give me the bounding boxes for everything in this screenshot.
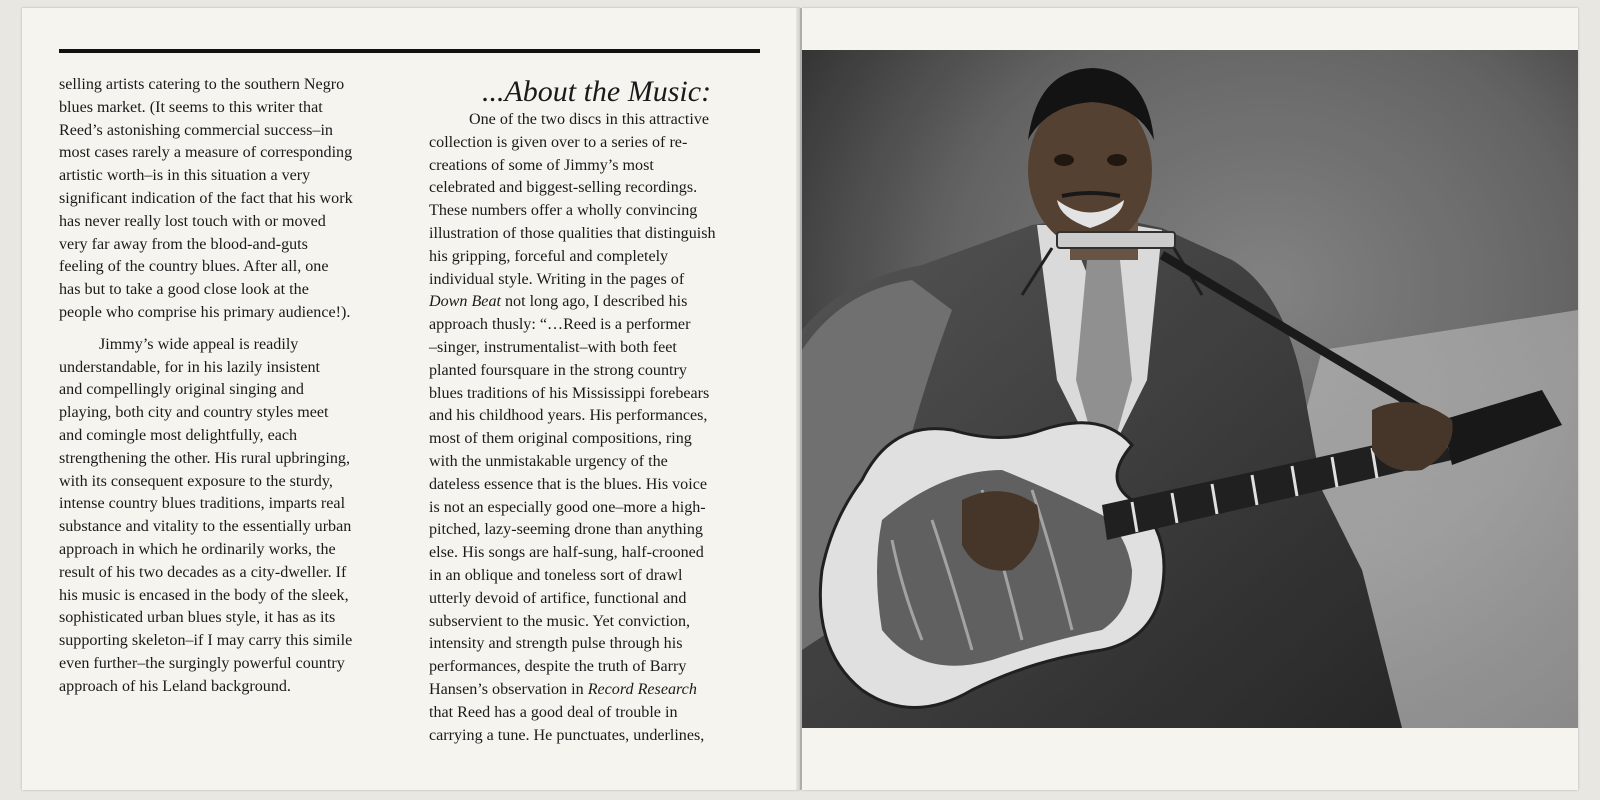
- text-column-1: [59, 74, 395, 699]
- section-heading: ...About the Music:: [481, 75, 712, 108]
- text-line: strengthening the other. His rural upbringing,: [59, 449, 350, 467]
- text-line: understandable, for in his lazily insistent: [59, 358, 321, 376]
- text-line: intensity and strength pulse through his: [429, 635, 683, 653]
- text-line: performances, despite the truth of Barry: [429, 658, 687, 676]
- text-line: that Reed has a good deal of trouble in: [429, 703, 678, 721]
- text-line: utterly devoid of artifice, functional and: [429, 589, 687, 607]
- text-line: most of them original compositions, ring: [429, 430, 692, 448]
- text-line: [429, 679, 764, 702]
- text-line: –singer, instrumentalist–with both feet: [429, 338, 677, 356]
- text-line: and comingle most delightfully, each: [59, 426, 298, 444]
- text-line: subservient to the music. Yet conviction,: [429, 612, 691, 630]
- text-fragment: Hansen’s observation in: [429, 680, 588, 698]
- text-line: creations of some of Jimmy’s most: [429, 156, 654, 174]
- text-line: else. His songs are half-sung, half-crooned: [429, 544, 704, 562]
- left-page: [22, 8, 800, 790]
- text-line: artistic worth–is in this situation a very: [59, 167, 311, 185]
- text-line: and compellingly original singing and: [59, 381, 304, 399]
- text-line: Jimmy’s wide appeal is readily: [99, 335, 299, 353]
- text-line: blues traditions of his Mississippi forebears: [429, 384, 710, 402]
- text-line: significant indication of the fact that his work: [59, 189, 353, 207]
- text-line: his music is encased in the body of the sleek,: [59, 586, 349, 604]
- text-line: celebrated and biggest-selling recordings.: [429, 179, 698, 197]
- text-line: sophisticated urban blues style, it has as its: [59, 609, 336, 627]
- text-line: in an oblique and toneless sort of drawl: [429, 566, 683, 584]
- text-line: individual style. Writing in the pages of: [429, 270, 685, 288]
- paragraph-1: [59, 74, 395, 325]
- guitarist-photo-icon: [802, 50, 1578, 728]
- text-line: is not an especially good one–more a high-: [429, 498, 706, 516]
- paragraph-2: [59, 334, 395, 699]
- text-line: approach in which he ordinarily works, the: [59, 540, 336, 558]
- text-line: selling artists catering to the southern Negro: [59, 76, 345, 93]
- text-line: very far away from the blood-and-guts: [59, 235, 308, 253]
- text-line: most cases rarely a measure of corresponding: [59, 144, 353, 162]
- text-line: supporting skeleton–if I may carry this simile: [59, 632, 353, 650]
- text-line: substance and vitality to the essentially urban: [59, 518, 352, 536]
- magazine-title: Down Beat: [429, 293, 501, 311]
- text-line: intense country blues traditions, imparts real: [59, 495, 346, 513]
- text-line: people who comprise his primary audience!).: [59, 303, 351, 321]
- right-page: [802, 8, 1578, 790]
- text-line: These numbers offer a wholly convincing: [429, 202, 698, 220]
- text-line: planted foursquare in the strong country: [429, 361, 687, 379]
- text-line: One of the two discs in this attractive: [469, 111, 710, 128]
- text-line: [429, 291, 764, 314]
- text-line: approach thusly: “…Reed is a performer: [429, 316, 691, 334]
- text-line: result of his two decades as a city-dweller. If: [59, 563, 347, 581]
- text-line: has but to take a good close look at the: [59, 281, 309, 299]
- text-line: with its consequent exposure to the sturdy,: [59, 472, 333, 490]
- text-line: Reed’s astonishing commercial success–in: [59, 121, 333, 139]
- text-line: his gripping, forceful and completely: [429, 247, 669, 265]
- text-line: feeling of the country blues. After all, one: [59, 258, 329, 276]
- text-line: illustration of those qualities that distinguish: [429, 224, 716, 242]
- text-line: dateless essence that is the blues. His voice: [429, 475, 707, 493]
- portrait-photo: [802, 50, 1578, 728]
- text-line: has never really lost touch with or moved: [59, 212, 326, 230]
- text-line: blues market. (It seems to this writer that: [59, 98, 323, 116]
- text-line: approach of his Leland background.: [59, 677, 291, 695]
- text-line: and his childhood years. His performances,: [429, 407, 708, 425]
- top-rule: [59, 49, 760, 53]
- text-fragment: not long ago, I described his: [500, 293, 688, 311]
- text-line: carrying a tune. He punctuates, underlines,: [429, 726, 705, 744]
- text-line: playing, both city and country styles meet: [59, 404, 329, 422]
- text-line: even further–the surgingly powerful country: [59, 654, 345, 672]
- magazine-title: Record Research: [587, 680, 697, 698]
- text-line: pitched, lazy-seeming drone than anything: [429, 521, 703, 539]
- text-line: collection is given over to a series of re-: [429, 133, 688, 151]
- text-column-2: [429, 74, 764, 747]
- text-line: with the unmistakable urgency of the: [429, 452, 668, 470]
